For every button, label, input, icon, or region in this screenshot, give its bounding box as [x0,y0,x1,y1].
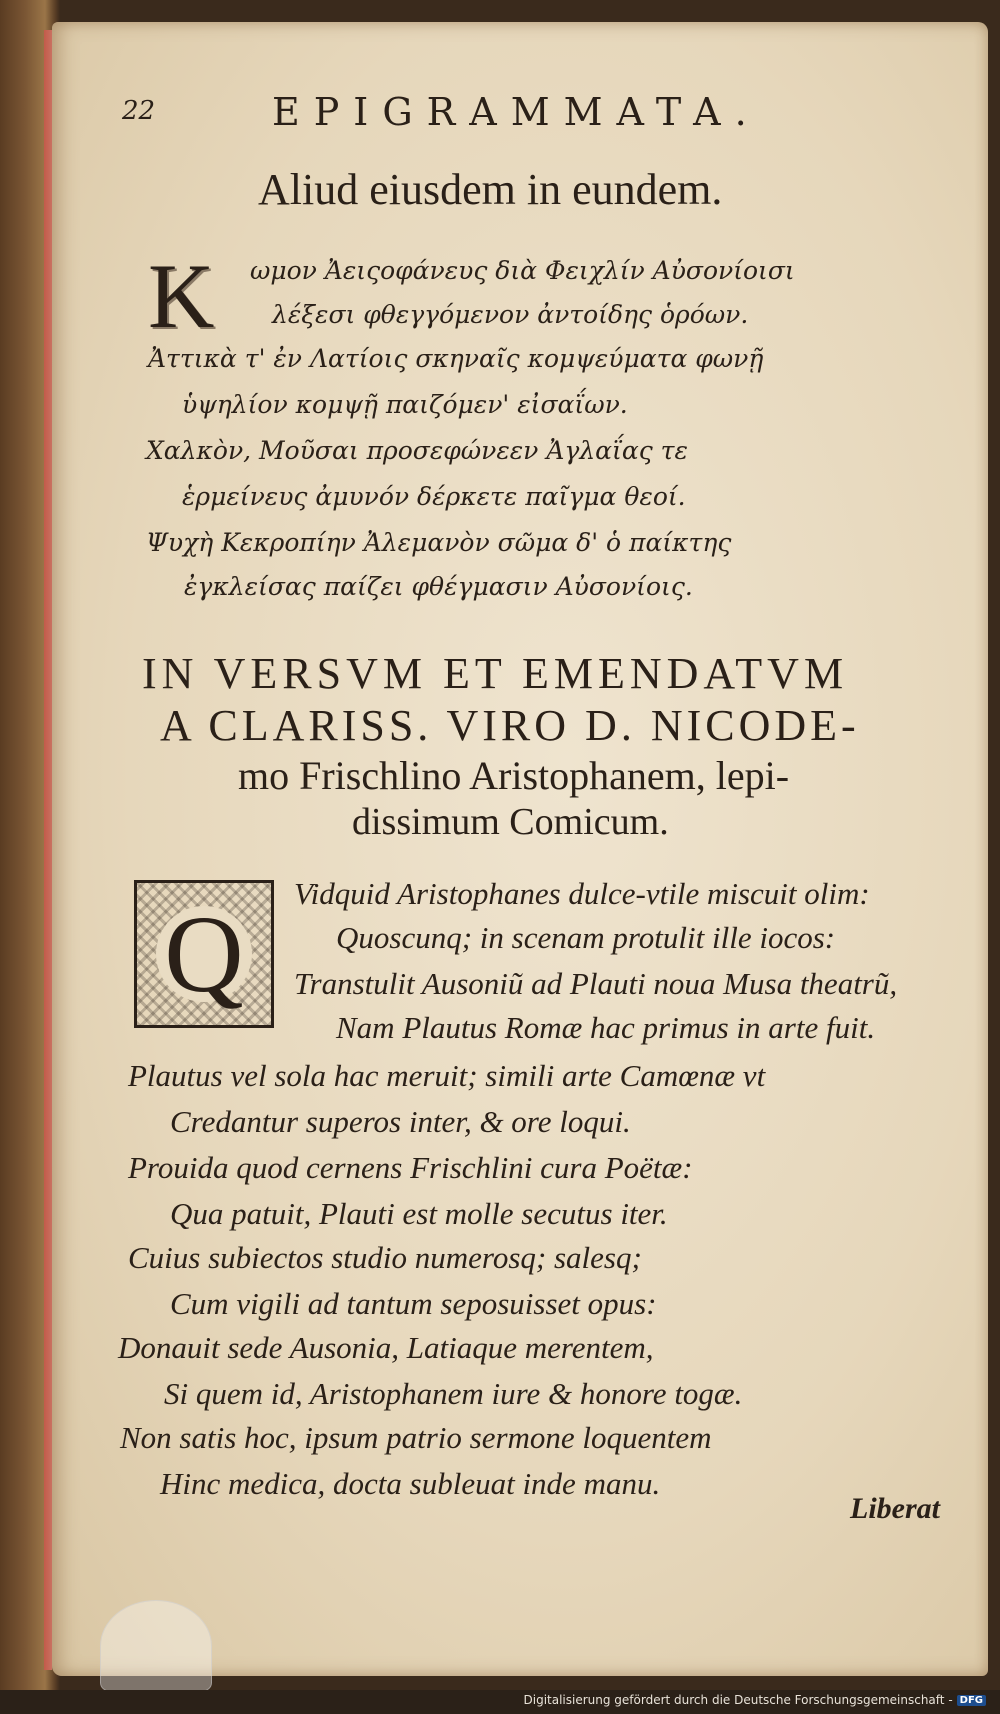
verse-line: Prouida quod cernens Frischlini cura Poëtæ: [128,1150,693,1185]
verse-line: Plautus vel sola hac meruit; simili arte Camœnæ vt [128,1058,766,1093]
page-number: 22 [122,96,156,126]
page-red-edge [44,30,52,1670]
footer-credit [524,1693,987,1707]
greek-line: ὑψηλίον κομψῇ παιζόμεν' εἰσαΐων. [182,390,628,419]
verse-line: Si quem id, Aristophanem iure & honore togæ. [164,1376,743,1411]
verse-line: Hinc medica, docta subleuat inde manu. [160,1466,661,1501]
greek-line: Ἀττικὰ τ' ἐν Λατίοις σκηναῖς κομψεύματα φωνῇ [148,344,764,373]
verse-line: Cuius subiectos studio numerosq; salesq; [128,1240,642,1275]
page-clip [100,1600,212,1692]
verse-line: Donauit sede Ausonia, Latiaque merentem, [118,1330,654,1365]
verse-line: Qua patuit, Plauti est molle secutus iter. [170,1196,668,1231]
poem-title-line: dissimum Comicum. [352,801,669,843]
poem-title-line: IN VERSVM ET EMENDATVM [142,649,849,698]
greek-drop-initial: K [148,245,215,347]
running-head: EPIGRAMMATA. [272,90,761,134]
verse-line: Quoscunq; in scenam protulit ille iocos: [336,920,836,955]
greek-line: ἐγκλείσας παίζει φθέγμασιν Αὐσονίοις. [184,572,693,601]
verse-line: Transtulit Ausoniũ ad Plauti noua Musa theatrũ, [294,966,898,1001]
verse-line: Credantur superos inter, & ore loqui. [170,1104,631,1139]
ornamental-initial-letter: Q [156,906,252,1002]
verse-line: Nam Plautus Romæ hac primus in arte fuit. [336,1010,876,1045]
footer-credit-text: Digitalisierung gefördert durch die Deutsche Forschungsgemeinschaft - [523,1693,953,1707]
verse-line: Non satis hoc, ipsum patrio sermone loquentem [120,1420,712,1455]
verse-line: Cum vigili ad tantum seposuisset opus: [170,1286,657,1321]
dfg-logo: DFG [957,1695,986,1706]
greek-line: λέξεσι φθεγγόμενον ἀντοίδης ὁρόων. [272,300,749,329]
greek-line: ωμον Ἀειςοφάνευς διὰ Φειχλίν Αὐσονίοισι [250,256,795,285]
verse-line: Vidquid Aristophanes dulce-vtile miscuit olim: [294,876,870,911]
greek-line: Χαλκὸν, Μοῦσαι προσεφώνεεν Ἀγλαΐας τε [146,436,688,465]
poem-title-line: A CLARISS. VIRO D. NICODE- [160,701,860,750]
poem-title-line: mo Frischlino Aristophanem, lepi- [238,753,790,798]
greek-line: Ψυχὴ Κεκροπίην Ἀλεμανὸν σῶμα δ' ὁ παίκτης [146,528,732,557]
section-heading: Aliud eiusdem in eundem. [258,165,723,214]
greek-line: ἑρμείνευς ἀμυνόν δέρκετε παῖγμα θεοί. [182,482,686,511]
ornamental-initial-box [134,880,274,1028]
catchword: Liberat [850,1492,940,1525]
